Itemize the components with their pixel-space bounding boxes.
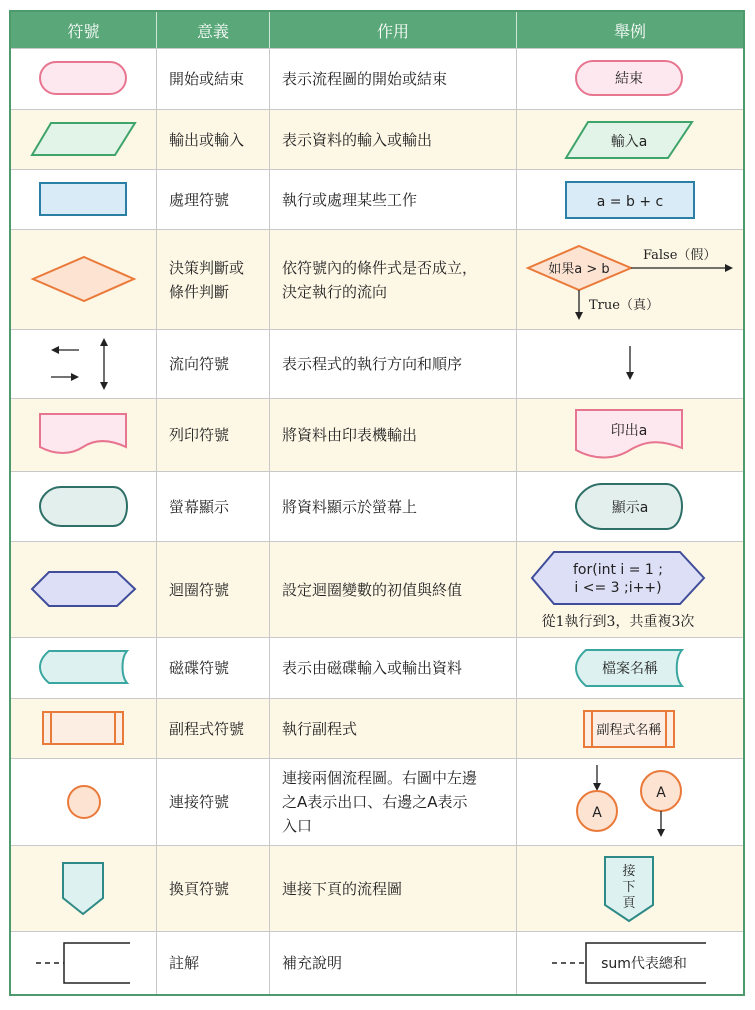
function-line: 依符號內的條件式是否成立， — [282, 258, 478, 277]
function-line: 之A表示出口、右邊之A表示 — [282, 793, 468, 811]
print-example — [517, 399, 743, 471]
example-char: 頁 — [622, 895, 636, 911]
disk-example — [517, 638, 743, 698]
display-symbol — [11, 472, 157, 541]
function-line: 連接兩個流程圖。右圖中左邊 — [282, 769, 478, 787]
header-example: 舉例 — [613, 21, 646, 41]
meaning-line: 決策判斷或 — [169, 258, 245, 277]
function-line: 入口 — [282, 817, 313, 835]
table-row — [11, 109, 743, 169]
flow-direction-symbol — [11, 330, 157, 398]
example-text: 檔案名稱 — [602, 661, 658, 677]
process-symbol — [11, 170, 157, 229]
example-text: 結束 — [615, 71, 643, 87]
row-meaning: 註解 — [157, 932, 270, 994]
row-function: 補充說明 — [270, 932, 517, 994]
row-function: 執行或處理某些工作 — [270, 170, 517, 229]
function-line: 決定執行的流向 — [282, 282, 388, 301]
process-example — [517, 170, 743, 229]
table-row — [11, 48, 743, 109]
flow-direction-example — [517, 330, 743, 398]
row-function: 連接下頁的流程圖 — [270, 846, 517, 931]
terminal-symbol — [11, 49, 157, 109]
table-row — [11, 758, 743, 845]
row-meaning: 磁碟符號 — [157, 638, 270, 698]
row-meaning: 開始或結束 — [157, 49, 270, 109]
loop-example — [517, 542, 743, 637]
meaning-line: 條件判斷 — [169, 282, 230, 301]
annotation-example — [517, 932, 743, 994]
table-row — [11, 637, 743, 698]
row-function: 表示程式的執行方向和順序 — [270, 330, 517, 398]
true-label: True（真） — [589, 297, 659, 313]
example-text: 輸入a — [610, 133, 648, 150]
print-symbol — [11, 399, 157, 471]
example-text: 印出a — [610, 423, 648, 439]
row-meaning: 副程式符號 — [157, 699, 270, 758]
row-function: 將資料顯示於螢幕上 — [270, 472, 517, 541]
table-header — [11, 12, 743, 48]
example-text: 副程式名稱 — [596, 722, 662, 738]
subroutine-example — [517, 699, 743, 758]
subroutine-symbol — [11, 699, 157, 758]
terminal-example — [517, 49, 743, 109]
row-function: 設定迴圈變數的初值與終值 — [270, 542, 517, 637]
table-row — [11, 698, 743, 758]
row-function — [270, 759, 517, 845]
decision-example — [517, 230, 743, 329]
row-meaning: 處理符號 — [157, 170, 270, 229]
example-text: i <= 3 ;i++) — [574, 579, 662, 596]
row-function: 表示資料的輸入或輸出 — [270, 110, 517, 169]
row-meaning: 連接符號 — [157, 759, 270, 845]
table-row — [11, 169, 743, 229]
connector-symbol — [11, 759, 157, 845]
loop-note: 從1執行到3，共重複3次 — [541, 613, 695, 630]
row-meaning: 換頁符號 — [157, 846, 270, 931]
table-row — [11, 845, 743, 931]
false-label: False（假） — [643, 247, 717, 263]
row-function: 表示流程圖的開始或結束 — [270, 49, 517, 109]
example-char: 下 — [622, 879, 636, 895]
example-char: 接 — [622, 863, 636, 879]
offpage-symbol — [11, 846, 157, 931]
header-function: 作用 — [270, 12, 517, 48]
flowchart-symbol-table — [9, 10, 745, 996]
disk-symbol — [11, 638, 157, 698]
loop-symbol — [11, 542, 157, 637]
header-meaning: 意義 — [157, 12, 270, 48]
example-text: a = b + c — [596, 193, 664, 210]
row-meaning: 迴圈符號 — [157, 542, 270, 637]
row-meaning: 輸出或輸入 — [157, 110, 270, 169]
io-symbol — [11, 110, 157, 169]
example-text: sum代表總和 — [601, 956, 687, 972]
table-row — [11, 229, 743, 329]
table-row — [11, 931, 743, 994]
table-row — [11, 398, 743, 471]
decision-symbol — [11, 230, 157, 329]
row-function: 將資料由印表機輸出 — [270, 399, 517, 471]
example-text: 顯示a — [611, 499, 649, 516]
connector-exit-label: A — [592, 805, 602, 821]
display-example — [517, 472, 743, 541]
annotation-symbol — [11, 932, 157, 994]
connector-entry-label: A — [656, 785, 666, 801]
table-row — [11, 471, 743, 541]
row-meaning: 列印符號 — [157, 399, 270, 471]
row-function — [270, 230, 517, 329]
header-symbol: 符號 — [11, 12, 157, 48]
example-text: 如果a > b — [548, 261, 610, 277]
offpage-example — [517, 846, 743, 931]
connector-example — [517, 759, 743, 845]
io-example — [517, 110, 743, 169]
example-text: for(int i = 1 ; — [572, 561, 664, 578]
row-meaning: 流向符號 — [157, 330, 270, 398]
row-meaning — [157, 230, 270, 329]
row-function: 表示由磁碟輸入或輸出資料 — [270, 638, 517, 698]
table-row — [11, 541, 743, 637]
row-meaning: 螢幕顯示 — [157, 472, 270, 541]
row-function: 執行副程式 — [270, 699, 517, 758]
table-row — [11, 329, 743, 398]
